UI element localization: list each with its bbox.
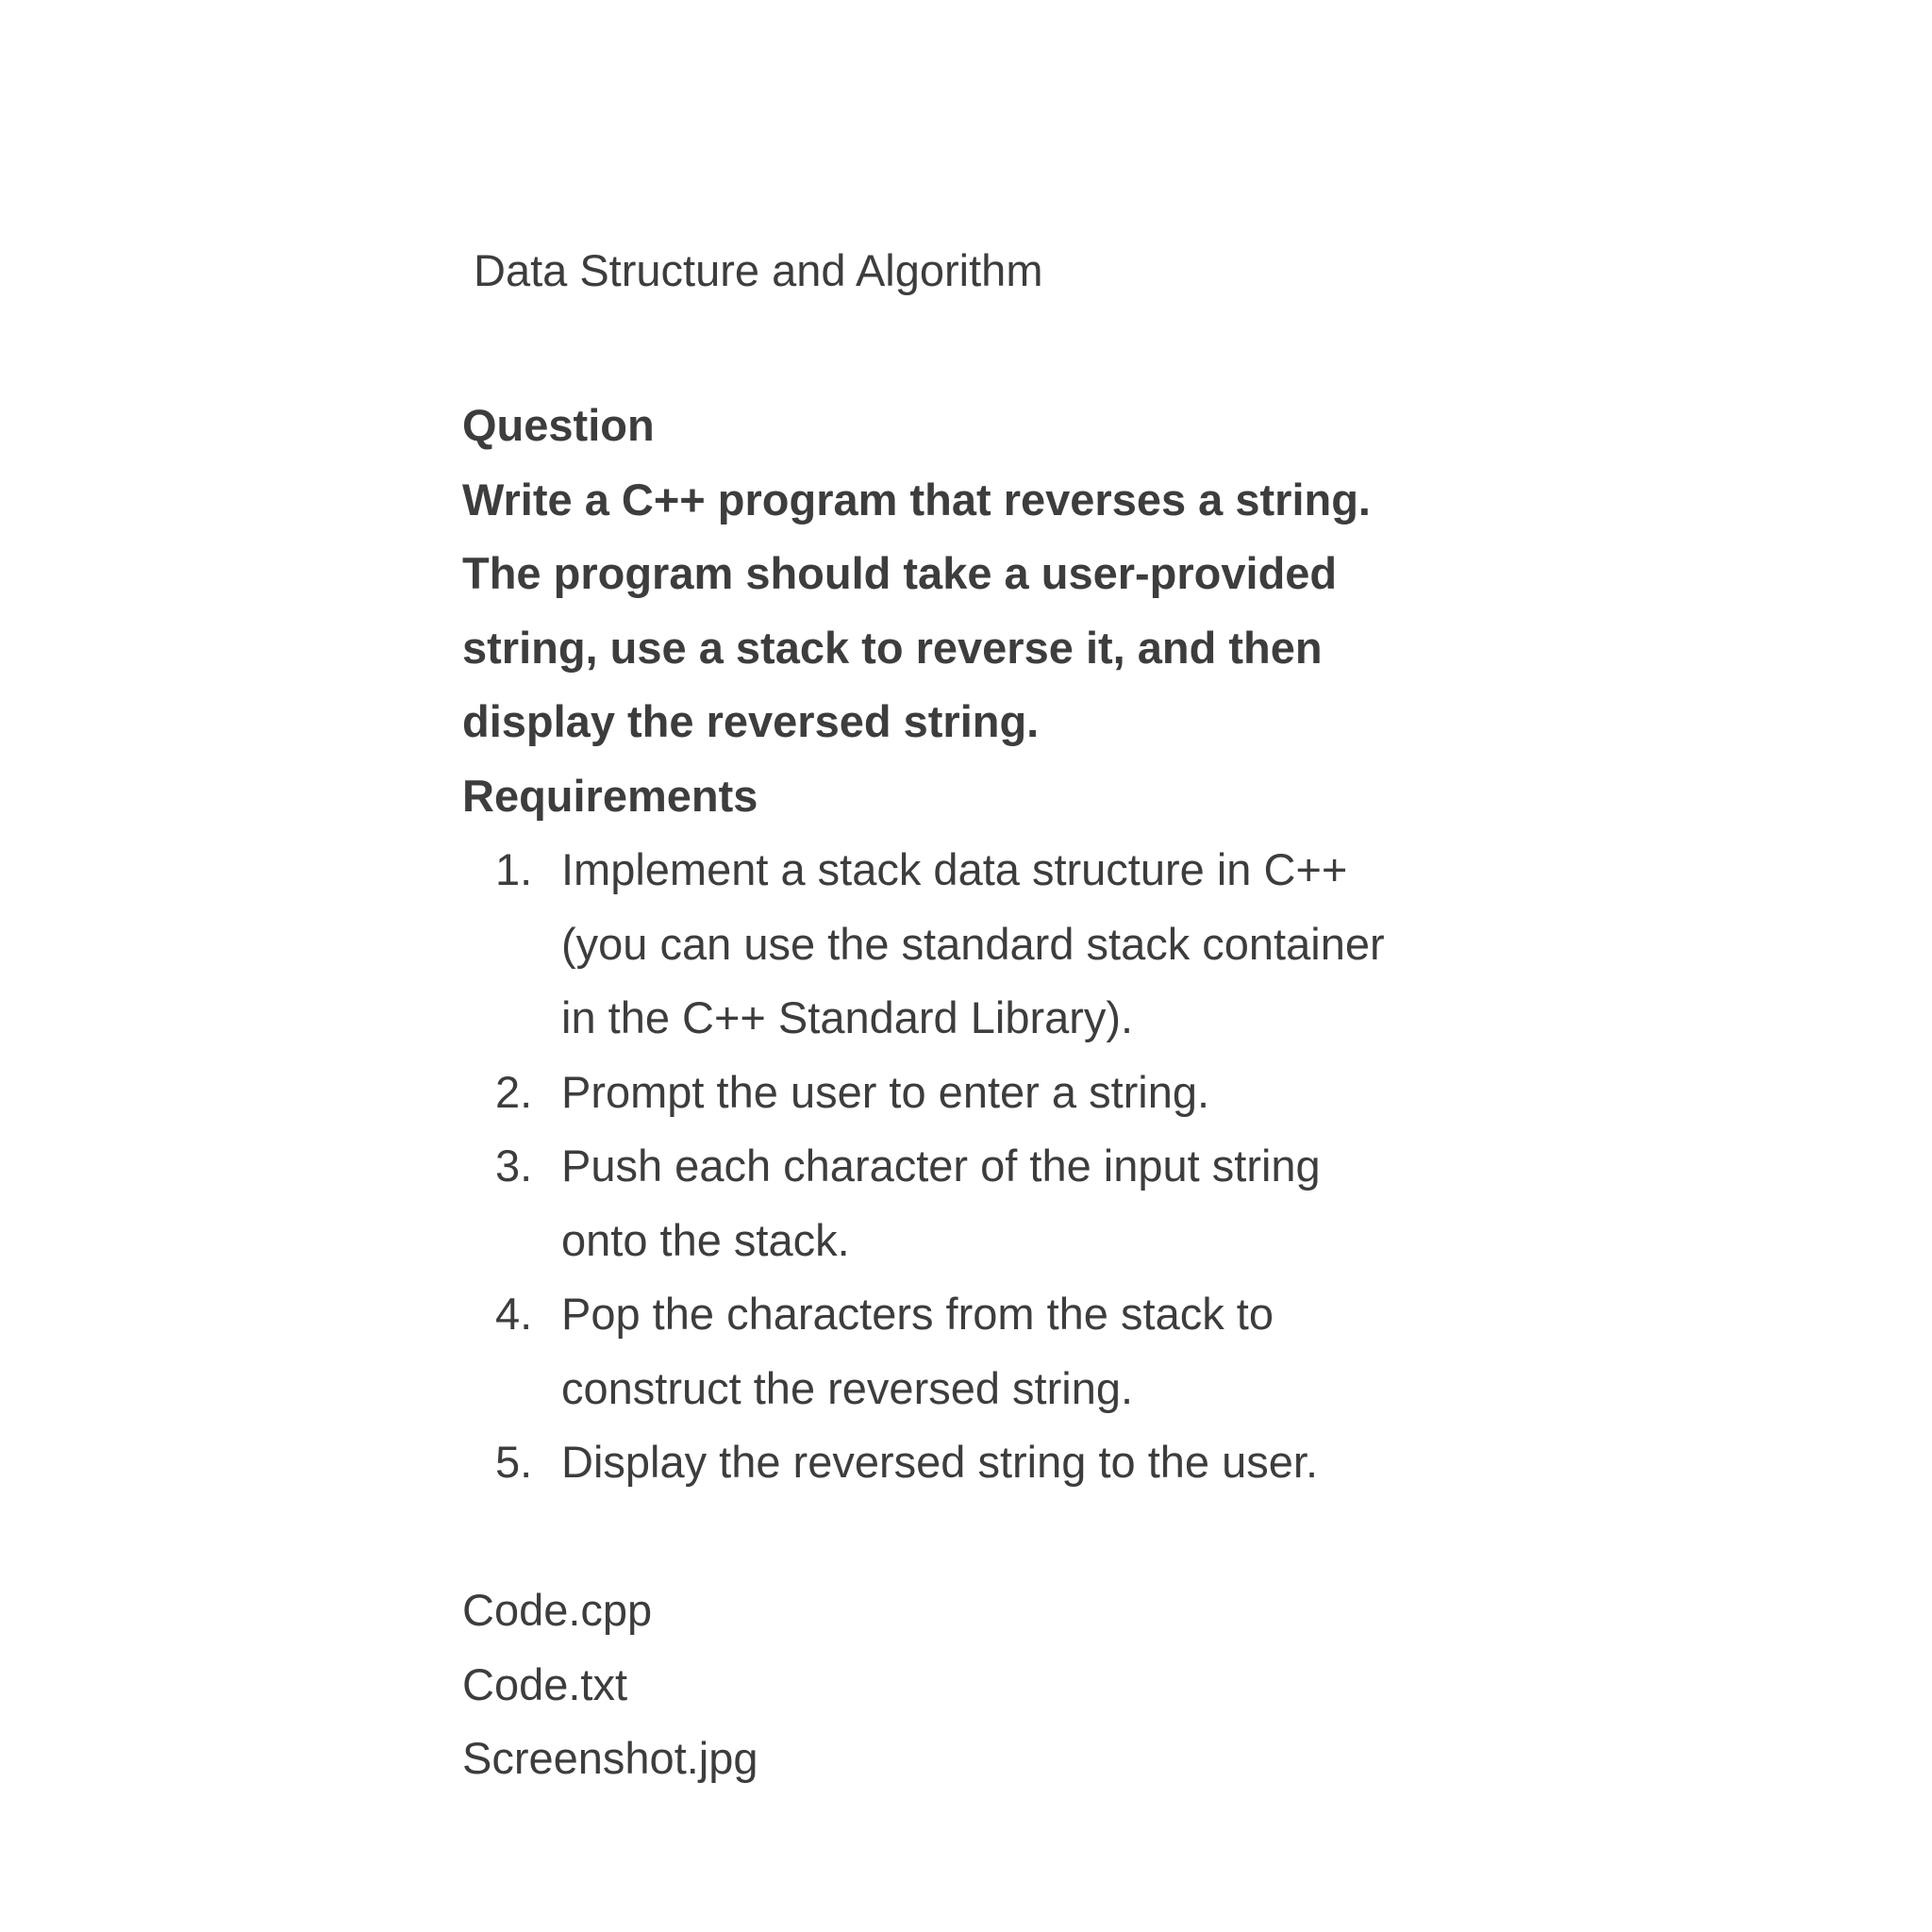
section-spacer — [462, 1500, 1519, 1574]
question-line: Write a C++ program that reverses a string. — [462, 474, 1371, 525]
requirement-line: (you can use the standard stack container — [561, 918, 1385, 969]
question-line: The program should take a user-provided — [462, 548, 1338, 598]
requirement-item-3 — [462, 1129, 1519, 1277]
requirement-line: Push each character of the input string — [561, 1141, 1321, 1191]
requirement-item-1 — [462, 833, 1519, 1056]
requirement-item-5 — [462, 1425, 1519, 1500]
question-line: display the reversed string. — [462, 696, 1040, 746]
requirement-line: Implement a stack data structure in C++ — [561, 844, 1348, 894]
requirement-number: 1. — [495, 844, 533, 894]
requirement-number: 2. — [495, 1066, 533, 1117]
requirement-number: 5. — [495, 1437, 533, 1487]
requirement-line: Pop the characters from the stack to — [561, 1289, 1274, 1339]
attachment-code-cpp[interactable]: Code.cpp — [462, 1585, 653, 1635]
attachment-code-txt[interactable]: Code.txt — [462, 1658, 628, 1709]
requirement-number: 4. — [495, 1289, 533, 1339]
attachment-screenshot-jpg[interactable]: Screenshot.jpg — [462, 1733, 758, 1783]
requirement-line: onto the stack. — [561, 1214, 850, 1265]
requirement-line: Display the reversed string to the user. — [561, 1437, 1319, 1487]
requirement-line: construct the reversed string. — [561, 1362, 1134, 1413]
requirements-list — [462, 833, 1519, 1500]
requirement-line: Prompt the user to enter a string. — [561, 1066, 1210, 1117]
question-line: string, use a stack to reverse it, and then — [462, 622, 1323, 673]
requirement-item-4 — [462, 1277, 1519, 1425]
requirement-line: in the C++ Standard Library). — [561, 992, 1134, 1042]
requirement-item-2 — [462, 1056, 1519, 1130]
document-title: Data Structure and Algorithm — [474, 245, 1043, 295]
document-body — [462, 389, 1519, 1796]
requirement-number: 3. — [495, 1141, 533, 1191]
attachments-list — [462, 1574, 1519, 1796]
requirements-heading: Requirements — [462, 770, 758, 821]
question-text — [462, 463, 1519, 759]
question-heading: Question — [462, 400, 655, 450]
